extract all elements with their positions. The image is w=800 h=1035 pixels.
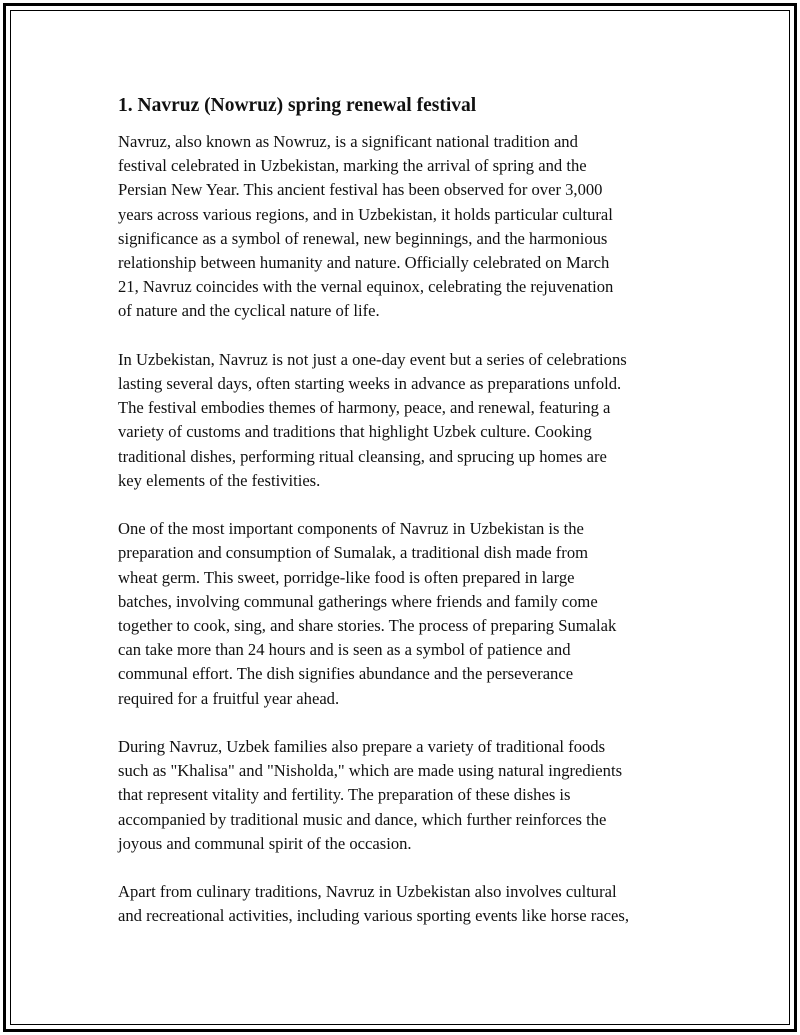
paragraph-line: relationship between humanity and nature. Officially celebrated on March [118, 253, 610, 273]
paragraph-line: 21, Navruz coincides with the vernal equinox, celebrating the rejuvenation [118, 277, 614, 297]
document-body [118, 92, 698, 953]
paragraph-line: of nature and the cyclical nature of life. [118, 301, 380, 321]
paragraph-line: preparation and consumption of Sumalak, a traditional dish made from [118, 543, 589, 563]
paragraph-line: Navruz, also known as Nowruz, is a significant national tradition and [118, 132, 578, 151]
paragraph-line: One of the most important components of Navruz in Uzbekistan is the [118, 519, 584, 539]
paragraph-line: Persian New Year. This ancient festival has been observed for over 3,000 [118, 180, 603, 200]
paragraph-4 [118, 735, 698, 856]
paragraph-5 [118, 880, 698, 928]
paragraph-line: such as "Khalisa" and "Nisholda," which are made using natural ingredients [118, 761, 623, 781]
paragraph-line: accompanied by traditional music and dance, which further reinforces the [118, 809, 607, 829]
paragraph-line: The festival embodies themes of harmony, peace, and renewal, featuring a [118, 398, 611, 418]
paragraph-line: required for a fruitful year ahead. [118, 688, 340, 708]
paragraph-line: and recreational activities, including various sporting events like horse races, [118, 906, 630, 926]
paragraph-line: significance as a symbol of renewal, new beginnings, and the harmonious [118, 228, 608, 248]
paragraph-line: lasting several days, often starting weeks in advance as preparations unfold. [118, 374, 622, 394]
paragraph-line: can take more than 24 hours and is seen as a symbol of patience and [118, 640, 571, 660]
paragraph-line: joyous and communal spirit of the occasion. [118, 833, 412, 853]
paragraph-line: variety of customs and traditions that highlight Uzbek culture. Cooking [118, 422, 592, 442]
paragraph-line: Apart from culinary traditions, Navruz in Uzbekistan also involves cultural [118, 882, 617, 902]
paragraph-line: traditional dishes, performing ritual cleansing, and sprucing up homes are [118, 446, 607, 466]
paragraph-line: festival celebrated in Uzbekistan, marking the arrival of spring and the [118, 156, 587, 176]
paragraph-3 [118, 517, 698, 711]
paragraph-line: During Navruz, Uzbek families also prepare a variety of traditional foods [118, 737, 606, 757]
paragraph-1 [118, 130, 698, 324]
paragraph-2 [118, 348, 698, 493]
paragraph-line: wheat germ. This sweet, porridge-like food is often prepared in large [118, 567, 575, 587]
paragraph-line: key elements of the festivities. [118, 470, 321, 490]
paragraph-line: communal effort. The dish signifies abundance and the perseverance [118, 664, 574, 684]
paragraph-line: batches, involving communal gatherings where friends and family come [118, 591, 598, 611]
paragraph-line: years across various regions, and in Uzbekistan, it holds particular cultural [118, 204, 613, 224]
paragraph-line: In Uzbekistan, Navruz is not just a one-day event but a series of celebrations [118, 349, 627, 369]
paragraph-line: that represent vitality and fertility. The preparation of these dishes is [118, 785, 571, 805]
paragraph-line: together to cook, sing, and share stories. The process of preparing Sumalak [118, 616, 617, 636]
section-heading: 1. Navruz (Nowruz) spring renewal festival [118, 95, 477, 116]
